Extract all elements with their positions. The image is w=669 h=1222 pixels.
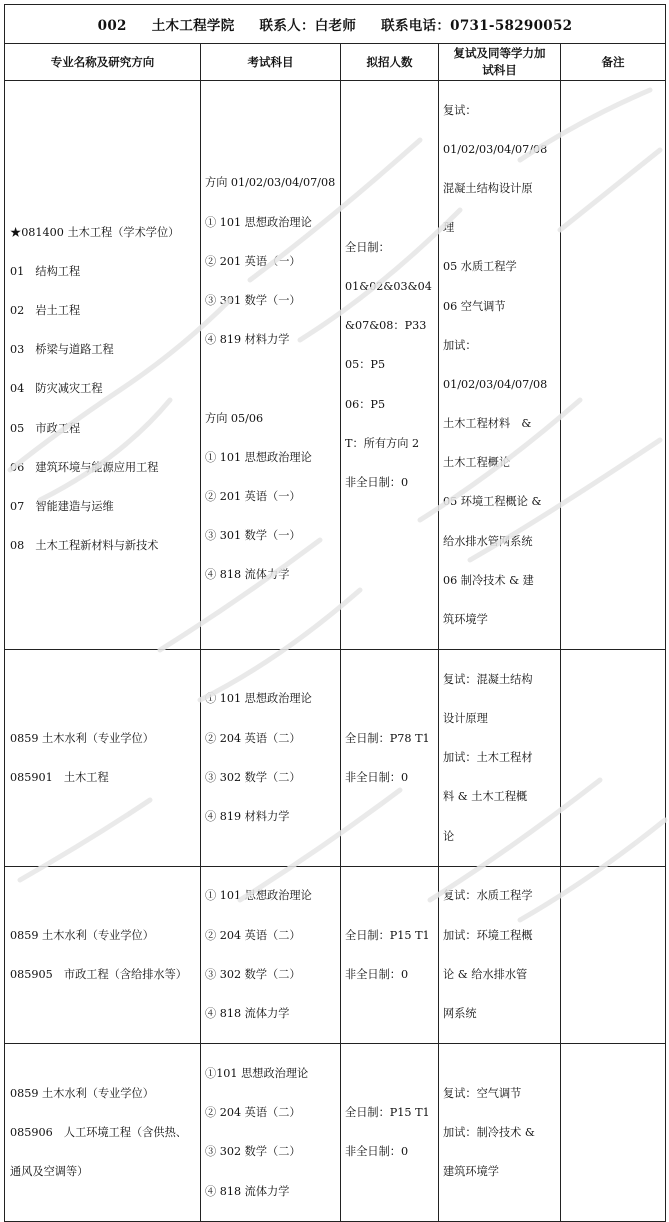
table-row xyxy=(5,1044,666,1222)
quota-cell xyxy=(341,1044,439,1222)
subject-line: ③ 301 数学（一） xyxy=(205,293,301,307)
admission-table xyxy=(4,4,666,1222)
subject-line: ② 201 英语（一） xyxy=(205,254,301,268)
table-row xyxy=(5,650,666,867)
subject-line: ③ 302 数学（二） xyxy=(205,1145,301,1159)
subjects-cell xyxy=(201,1044,341,1222)
subject-line: ④ 819 材料力学 xyxy=(205,333,290,347)
subject-line: ①101 思想政治理论 xyxy=(205,1067,309,1081)
subject-line: ② 204 英语（二） xyxy=(205,731,301,745)
contact-phone: 联系电话：0731-58290052 xyxy=(381,18,573,34)
quota-line: 06：P5 xyxy=(345,397,386,411)
retest-line: 建筑环境学 xyxy=(443,1164,499,1178)
college-name: 土木工程学院 xyxy=(151,18,235,34)
quota-line: 非全日制：0 xyxy=(345,475,409,489)
retest-line: 混凝土结构设计原 xyxy=(443,181,533,195)
retest-line: 设计原理 xyxy=(443,712,488,725)
quota-line: 全日制：P78 T1 xyxy=(345,731,430,745)
col-header-major: 专业名称及研究方向 xyxy=(5,44,201,81)
quota-line: 非全日制：0 xyxy=(345,770,409,784)
quota-line: &07&08：P33 xyxy=(345,319,427,333)
column-header-row xyxy=(5,44,666,81)
quota-line: 01&02&03&04 xyxy=(345,279,432,293)
subject-line: ④ 818 流体力学 xyxy=(205,568,290,582)
major-line: 085901 土木工程 xyxy=(10,770,109,784)
major-line: 07 智能建造与运维 xyxy=(10,499,114,513)
subject-line: 方向 01/02/03/04/07/08 xyxy=(205,176,336,190)
subject-line: ③ 302 数学（二） xyxy=(205,967,301,981)
notes-cell xyxy=(561,1044,666,1222)
retest-line: 06 制冷技术 & 建 xyxy=(443,573,534,587)
retest-line: 05 水质工程学 xyxy=(443,260,517,274)
major-cell xyxy=(5,866,201,1043)
col-header-notes: 备注 xyxy=(561,44,666,81)
quota-line: 全日制：P15 T1 xyxy=(345,928,430,942)
subjects-cell xyxy=(201,866,341,1043)
retest-cell xyxy=(439,81,561,650)
subject-line: ② 204 英语（二） xyxy=(205,928,301,942)
major-line: 085905 市政工程（含给排水等） xyxy=(10,967,187,981)
quota-line: 非全日制：0 xyxy=(345,967,409,981)
retest-line: 料 & 土木工程概 xyxy=(443,790,528,804)
quota-line: 全日制： xyxy=(345,240,390,254)
subject-line: ④ 818 流体力学 xyxy=(205,1184,290,1198)
subjects-cell xyxy=(201,81,341,650)
retest-line: 给水排水管网系统 xyxy=(443,534,533,548)
subject-line: ① 101 思想政治理论 xyxy=(205,450,312,464)
major-cell xyxy=(5,1044,201,1222)
major-line: 04 防灾减灾工程 xyxy=(10,382,103,396)
retest-cell xyxy=(439,866,561,1043)
retest-line: 理 xyxy=(443,221,455,235)
retest-line: 01/02/03/04/07/08 xyxy=(443,377,548,391)
col-header-retest xyxy=(439,44,561,81)
major-line: 08 土木工程新材料与新技术 xyxy=(10,539,159,553)
retest-line: 加试：土木工程材 xyxy=(443,751,533,765)
col-header-retest-text: 复试及同等学力加试科目 xyxy=(453,46,546,77)
retest-line: 01/02/03/04/07/08 xyxy=(443,142,548,156)
retest-line: 复试： xyxy=(443,103,477,117)
major-line: 05 市政工程 xyxy=(10,421,81,435)
major-line: 06 建筑环境与能源应用工程 xyxy=(10,460,159,474)
table-row xyxy=(5,81,666,650)
subject-line: ② 204 英语（二） xyxy=(205,1106,301,1120)
retest-line: 土木工程材料 & xyxy=(443,417,532,431)
contact-person: 联系人：白老师 xyxy=(259,18,357,34)
quota-line: 全日制：P15 T1 xyxy=(345,1106,430,1120)
major-line: 0859 土木水利（专业学位） xyxy=(10,928,154,942)
quota-cell xyxy=(341,650,439,867)
col-header-subjects: 考试科目 xyxy=(201,44,341,81)
subject-line: ③ 302 数学（二） xyxy=(205,770,301,784)
major-cell xyxy=(5,81,201,650)
quota-cell xyxy=(341,866,439,1043)
major-cell xyxy=(5,650,201,867)
major-line: 02 岩土工程 xyxy=(10,303,81,317)
notes-cell xyxy=(561,81,666,650)
retest-line: 筑环境学 xyxy=(443,613,488,627)
subject-line: ① 101 思想政治理论 xyxy=(205,215,312,229)
notes-cell xyxy=(561,866,666,1043)
major-line: 0859 土木水利（专业学位） xyxy=(10,731,154,745)
subject-line: 方向 05/06 xyxy=(205,411,264,425)
subject-line: ③ 301 数学（一） xyxy=(205,529,301,543)
retest-line: 复试：混凝土结构 xyxy=(443,672,533,686)
subject-line: ① 101 思想政治理论 xyxy=(205,692,312,706)
retest-cell xyxy=(439,650,561,867)
subject-line xyxy=(205,369,336,389)
retest-line: 网系统 xyxy=(443,1006,477,1020)
subject-line: ④ 818 流体力学 xyxy=(205,1006,290,1020)
col-header-quota: 拟招人数 xyxy=(341,44,439,81)
title-cell xyxy=(5,5,666,44)
retest-cell xyxy=(439,1044,561,1222)
subject-line: ② 201 英语（一） xyxy=(205,489,301,503)
subjects-cell xyxy=(201,650,341,867)
retest-line: 加试：制冷技术 & xyxy=(443,1125,535,1139)
quota-line: T：所有方向 2 xyxy=(345,436,420,450)
major-line: 03 桥梁与道路工程 xyxy=(10,343,114,357)
quota-line: 05：P5 xyxy=(345,358,386,372)
retest-line: 论 xyxy=(443,829,455,843)
quota-line: 非全日制：0 xyxy=(345,1145,409,1159)
title-row xyxy=(5,5,666,44)
retest-line: 06 空气调节 xyxy=(443,299,506,313)
college-code: 002 xyxy=(97,18,127,34)
major-line: 085906 人工环境工程（含供热、 xyxy=(10,1125,187,1139)
retest-line: 05 环境工程概论 & xyxy=(443,495,542,509)
subject-line: ① 101 思想政治理论 xyxy=(205,889,312,903)
major-line: 01 结构工程 xyxy=(10,264,81,278)
retest-line: 土木工程概论 xyxy=(443,456,511,470)
retest-line: 加试：环境工程概 xyxy=(443,928,533,942)
retest-line: 论 & 给水排水管 xyxy=(443,967,528,981)
table-row xyxy=(5,866,666,1043)
retest-line: 复试：空气调节 xyxy=(443,1086,522,1100)
subject-line: ④ 819 材料力学 xyxy=(205,809,290,823)
major-line: 0859 土木水利（专业学位） xyxy=(10,1086,154,1100)
retest-line: 加试： xyxy=(443,338,477,352)
quota-cell xyxy=(341,81,439,650)
retest-line: 复试：水质工程学 xyxy=(443,889,533,903)
major-line: ★081400 土木工程（学术学位） xyxy=(10,225,180,239)
major-line: 通风及空调等） xyxy=(10,1164,89,1178)
notes-cell xyxy=(561,650,666,867)
